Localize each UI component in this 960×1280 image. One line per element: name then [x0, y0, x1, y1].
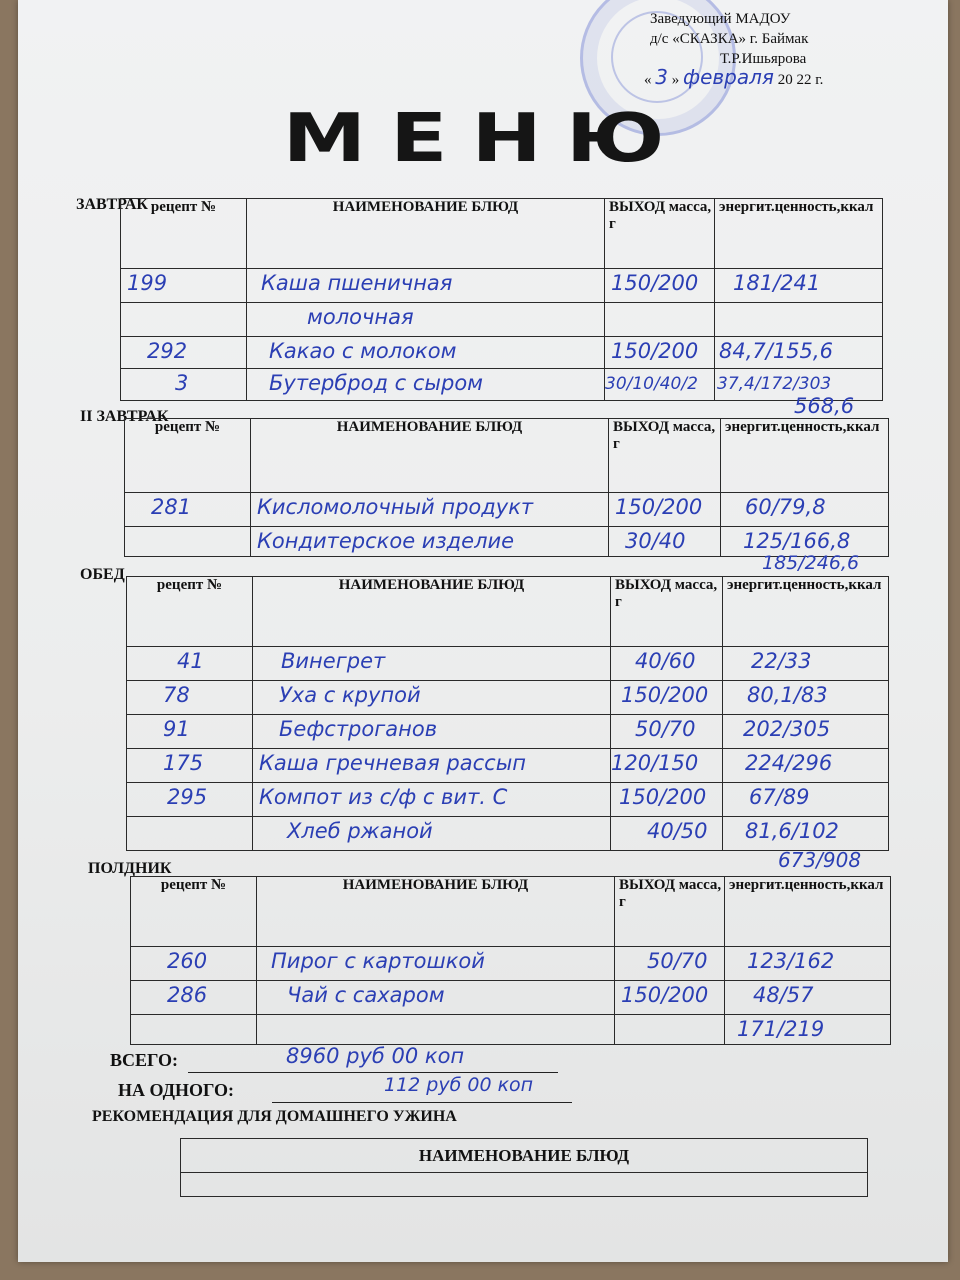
recipe-cell: 91	[163, 717, 190, 741]
header-energy: энергит.ценность,ккал	[715, 199, 883, 269]
table-row	[127, 817, 889, 851]
energy-cell: 80,1/83	[747, 683, 828, 707]
table-row	[181, 1173, 868, 1197]
header-energy: энергит.ценность,ккал	[725, 877, 891, 947]
output-cell: 150/200	[619, 785, 707, 809]
table-row	[125, 493, 889, 527]
header-name: НАИМЕНОВАНИЕ БЛЮД	[247, 199, 605, 269]
table-row	[131, 1015, 891, 1045]
output-cell: 50/70	[635, 717, 696, 741]
energy-cell: 181/241	[733, 271, 821, 295]
header-energy: энергит.ценность,ккал	[723, 577, 889, 647]
output-cell: 30/10/40/2	[605, 374, 698, 394]
recipe-cell: 281	[151, 495, 192, 519]
table-row	[127, 783, 889, 817]
energy-cell: 123/162	[747, 949, 835, 973]
dish-cell: Чай с сахаром	[287, 983, 445, 1007]
header-output: ВЫХОД масса, г	[611, 577, 723, 647]
approval-date-month: февраля	[682, 65, 774, 89]
recipe-cell: 292	[147, 339, 188, 363]
dish-cell: Бутерброд с сыром	[269, 371, 484, 395]
total-lunch: 673/908	[778, 848, 862, 872]
table-row	[127, 681, 889, 715]
table-row	[127, 715, 889, 749]
recipe-cell: 199	[127, 271, 168, 295]
dish-cell: Каша гречневая рассып	[259, 751, 527, 775]
header-output: ВЫХОД масса, г	[605, 199, 715, 269]
header-name: НАИМЕНОВАНИЕ БЛЮД	[251, 419, 609, 493]
dish-cell: Хлеб ржаной	[287, 819, 433, 843]
dish-cell: Компот из с/ф с вит. С	[259, 785, 508, 809]
energy-cell: 125/166,8	[743, 529, 851, 553]
approval-date-year: 20 22 г.	[777, 72, 824, 88]
approval-date-day: 3	[655, 65, 668, 89]
output-cell: 150/200	[615, 495, 703, 519]
dish-cell: Кисломолочный продукт	[257, 495, 534, 519]
dinner-recommendation-label: РЕКОМЕНДАЦИЯ ДЛЯ ДОМАШНЕГО УЖИНА	[92, 1108, 457, 1125]
table-second-breakfast	[124, 418, 889, 557]
recipe-cell: 175	[163, 751, 204, 775]
output-cell: 40/60	[635, 649, 696, 673]
recipe-cell: 41	[177, 649, 204, 673]
recipe-cell: 286	[167, 983, 208, 1007]
energy-cell: 67/89	[749, 785, 810, 809]
dish-cell: Уха с крупой	[279, 683, 421, 707]
total-per-child-value: 112 руб 00 коп	[384, 1074, 534, 1096]
section-label-breakfast: ЗАВТРАК	[76, 196, 149, 213]
header-recipe: рецепт №	[125, 419, 251, 493]
energy-cell: 224/296	[745, 751, 833, 775]
energy-cell: 48/57	[753, 983, 814, 1007]
section-label-snack: ПОЛДНИК	[88, 860, 172, 877]
total-all-value: 8960 руб 00 коп	[286, 1044, 465, 1068]
output-cell: 50/70	[647, 949, 708, 973]
energy-cell: 60/79,8	[745, 495, 826, 519]
section-label-lunch: ОБЕД	[80, 566, 125, 583]
table-row	[121, 337, 883, 369]
approval-date-close: »	[671, 72, 680, 88]
header-recipe: рецепт №	[131, 877, 257, 947]
dish-cell: Каша пшеничная	[261, 271, 453, 295]
header-recipe: рецепт №	[121, 199, 247, 269]
total-all-label: ВСЕГО:	[110, 1050, 179, 1070]
output-cell: 150/200	[621, 983, 709, 1007]
total-all-underline	[188, 1072, 558, 1073]
recipe-cell: 260	[167, 949, 208, 973]
page-title: МЕНЮ	[282, 98, 689, 178]
energy-cell: 22/33	[751, 649, 812, 673]
section-label-second-breakfast: II ЗАВТРАК	[80, 408, 169, 425]
header-output: ВЫХОД масса, г	[609, 419, 721, 493]
table-row	[131, 981, 891, 1015]
table-row	[127, 749, 889, 783]
approval-line-3: Т.Р.Ишьярова	[720, 51, 807, 67]
header-energy: энергит.ценность,ккал	[721, 419, 889, 493]
dish-cell: Бефстроганов	[279, 717, 438, 741]
dish-cell: Пирог с картошкой	[271, 949, 485, 973]
dish-cell: Кондитерское изделие	[257, 529, 515, 553]
table-row	[121, 269, 883, 303]
total-second-breakfast: 185/246,6	[762, 552, 860, 574]
table-row	[121, 369, 883, 401]
output-cell: 120/150	[611, 751, 699, 775]
table-row	[127, 647, 889, 681]
dish-cell: Винегрет	[281, 649, 386, 673]
total-per-child-underline	[272, 1102, 572, 1103]
energy-cell: 37,4/172/303	[717, 374, 832, 394]
output-cell: 40/50	[647, 819, 708, 843]
table-row	[121, 303, 883, 337]
header-name: НАИМЕНОВАНИЕ БЛЮД	[257, 877, 615, 947]
approval-line-2: д/с «СКАЗКА» г. Баймак	[650, 31, 809, 47]
menu-sheet	[18, 0, 948, 1262]
approval-date	[644, 65, 824, 89]
recipe-cell: 78	[163, 683, 190, 707]
dish-cell: молочная	[307, 305, 414, 329]
table-breakfast	[120, 198, 883, 401]
energy-cell: 202/305	[743, 717, 831, 741]
table-lunch	[126, 576, 889, 851]
output-cell: 150/200	[621, 683, 709, 707]
dish-cell: Какао с молоком	[269, 339, 457, 363]
total-breakfast: 568,6	[794, 394, 855, 418]
total-per-child-label: НА ОДНОГО:	[118, 1080, 234, 1100]
approval-line-1: Заведующий МАДОУ	[650, 11, 791, 27]
output-cell: 150/200	[611, 339, 699, 363]
table-dinner	[180, 1138, 868, 1197]
approval-date-open: «	[644, 72, 652, 88]
header-name: НАИМЕНОВАНИЕ БЛЮД	[181, 1139, 868, 1173]
header-name: НАИМЕНОВАНИЕ БЛЮД	[253, 577, 611, 647]
header-recipe: рецепт №	[127, 577, 253, 647]
output-cell: 30/40	[625, 529, 686, 553]
header-output: ВЫХОД масса, г	[615, 877, 725, 947]
energy-cell: 81,6/102	[745, 819, 839, 843]
recipe-cell: 295	[167, 785, 208, 809]
table-row	[131, 947, 891, 981]
energy-cell: 84,7/155,6	[719, 339, 833, 363]
recipe-cell: 3	[175, 371, 189, 395]
energy-cell: 171/219	[737, 1017, 825, 1041]
table-snack	[130, 876, 891, 1045]
output-cell: 150/200	[611, 271, 699, 295]
